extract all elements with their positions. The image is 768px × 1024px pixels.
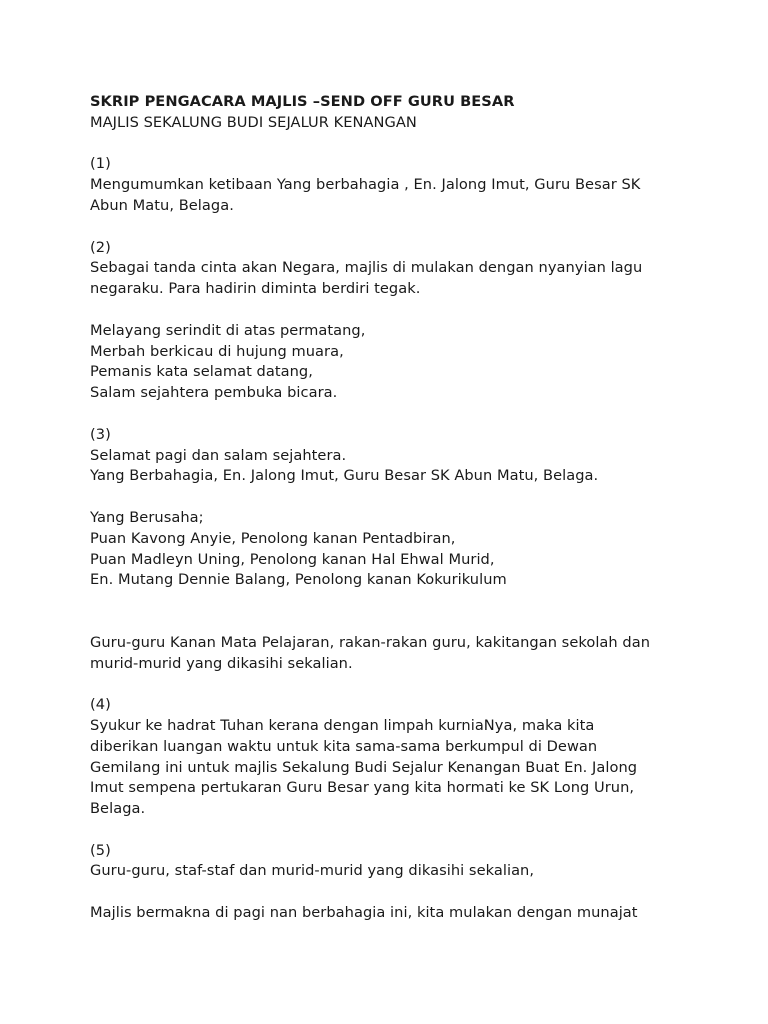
section-3-line: Yang Berbahagia, En. Jalong Imut, Guru Besar SK Abun Matu, Belaga. [90, 467, 599, 485]
pantun-line: Salam sejahtera pembuka bicara. [90, 384, 338, 402]
section-3-closing: murid-murid yang dikasihi sekalian. [90, 654, 353, 672]
guest-list-item: Puan Madleyn Uning, Penolong kanan Hal Ehwal Murid, [90, 550, 495, 568]
document-body [90, 92, 690, 924]
section-1-line: Mengumumkan ketibaan Yang berbahagia , En. Jalong Imut, Guru Besar SK [90, 176, 641, 194]
guest-list-item: Yang Berusaha; [90, 508, 204, 526]
section-1-number: (1) [90, 155, 111, 173]
section-2-line: Sebagai tanda cinta akan Negara, majlis di mulakan dengan nyanyian lagu [90, 259, 643, 277]
section-5-line: Guru-guru, staf-staf dan murid-murid yang dikasihi sekalian, [90, 862, 535, 880]
guest-list-item: Puan Kavong Anyie, Penolong kanan Pentadbiran, [90, 529, 456, 547]
section-4-line: Syukur ke hadrat Tuhan kerana dengan limpah kurniaNya, maka kita [90, 716, 595, 734]
section-4-number: (4) [90, 696, 111, 714]
section-5-last-line: Majlis bermakna di pagi nan berbahagia ini, kita mulakan dengan munajat [90, 904, 638, 922]
guest-list-item: En. Mutang Dennie Balang, Penolong kanan Kokurikulum [90, 571, 507, 589]
section-2-number: (2) [90, 238, 111, 256]
section-3-number: (3) [90, 425, 111, 443]
pantun-line: Melayang serindit di atas permatang, [90, 321, 366, 339]
section-4-line: diberikan luangan waktu untuk kita sama-sama berkumpul di Dewan [90, 737, 598, 755]
section-5-number: (5) [90, 841, 111, 859]
section-2-line: negaraku. Para hadirin diminta berdiri tegak. [90, 280, 421, 298]
section-3-line: Selamat pagi dan salam sejahtera. [90, 446, 347, 464]
section-1-line: Abun Matu, Belaga. [90, 196, 234, 214]
section-4-line: Imut sempena pertukaran Guru Besar yang kita hormati ke SK Long Urun, [90, 779, 635, 797]
section-4-line: Gemilang ini untuk majlis Sekalung Budi Sejalur Kenangan Buat En. Jalong [90, 758, 638, 776]
section-4-line: Belaga. [90, 800, 146, 818]
section-3-closing: Guru-guru Kanan Mata Pelajaran, rakan-rakan guru, kakitangan sekolah dan [90, 633, 651, 651]
document-subtitle: MAJLIS SEKALUNG BUDI SEJALUR KENANGAN [90, 113, 417, 131]
pantun-line: Pemanis kata selamat datang, [90, 363, 313, 381]
pantun-line: Merbah berkicau di hujung muara, [90, 342, 344, 360]
document-title: SKRIP PENGACARA MAJLIS –SEND OFF GURU BESAR [90, 93, 515, 110]
